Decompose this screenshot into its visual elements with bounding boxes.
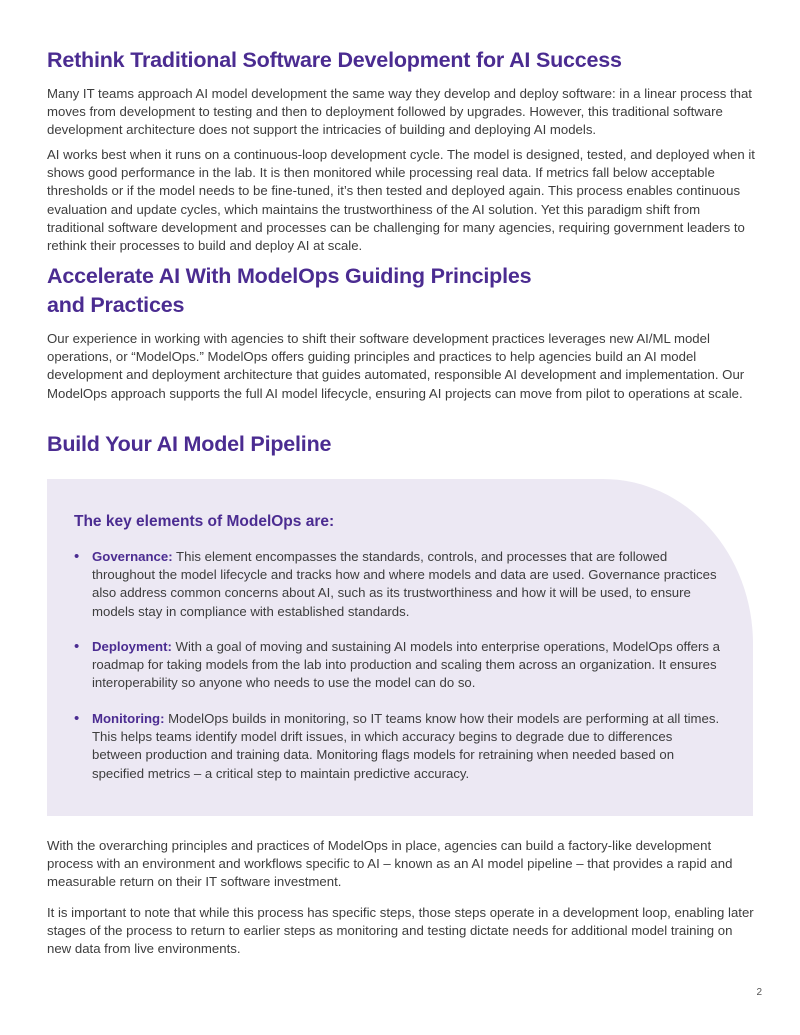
callout-item-text: ModelOps builds in monitoring, so IT teams know how their models are performing at all times. This helps teams identify model drift issues, in which accuracy begins to degrade due to differences between production and training data. Monitoring flags models for retraining when needed based on specified metrics – a critical step to maintain predictive accuracy.	[92, 711, 720, 781]
callout-item-body	[92, 638, 724, 693]
bullet-dot-icon: •	[74, 548, 80, 565]
paragraph-rethink-1: Many IT teams approach AI model development the same way they develop and deploy software: in a linear process that moves from development to testing and then to deployment followed by upgrades. However, this traditional software development architecture does not support the intricacies of building and deploying AI models.	[47, 86, 752, 138]
section-heading-accelerate	[47, 262, 531, 320]
callout-item-term: Deployment:	[92, 639, 172, 654]
paragraph-pipeline-2: It is important to note that while this process has specific steps, those steps operate in a development loop, enabling later stages of the process to return to earlier steps as monitoring and testing dictate needs for additional model training on new data from live environments.	[47, 905, 754, 957]
bullet-dot-icon: •	[74, 638, 80, 655]
callout-item-term: Monitoring:	[92, 711, 165, 726]
bullet-dot-icon: •	[74, 710, 80, 727]
modelops-callout-box	[47, 479, 753, 816]
paragraph-pipeline-1: With the overarching principles and practices of ModelOps in place, agencies can build a factory-like development process with an environment and workflows specific to AI – known as an AI model pipeline – that provides a rapid and measurable return on their IT software investment.	[47, 838, 733, 890]
paragraph-accelerate: Our experience in working with agencies to shift their software development practices leverages new AI/ML model operations, or “ModelOps.” ModelOps offers guiding principles and practices to help agencies build an AI model development and deployment architecture that guides automated, responsible AI development and implementation. Our ModelOps approach supports the full AI model lifecycle, ensuring AI projects can move from pilot to operations at scale.	[47, 331, 745, 401]
callout-item-term: Governance:	[92, 549, 173, 564]
callout-item-text: This element encompasses the standards, controls, and processes that are followed throughout the model lifecycle and tracks how and where models and data are used. Governance practices also address common concerns about AI, such as its trustworthiness and how it will be used, to ensure models stay in compliance with established standards.	[92, 549, 717, 619]
section-heading-accelerate-line1: Accelerate AI With ModelOps Guiding Principles	[47, 264, 532, 288]
paragraph-rethink-2: AI works best when it runs on a continuous-loop development cycle. The model is designed, tested, and deployed when it shows good performance in the lab. It is then monitored while processing real data. If metrics fall below acceptable thresholds or if the model needs to be fine-tuned, it’s then tested and deployed again. This process enables continuous evaluation and update cycles, which maintains the trustworthiness of the AI solution. Yet this paradigm shift from traditional software development and processes can be challenging for many agencies, requiring government leaders to rethink their processes to build and deploy AI at scale.	[47, 147, 755, 254]
callout-item-body	[92, 548, 724, 621]
callout-title: The key elements of ModelOps are:	[74, 513, 335, 530]
callout-item-text: With a goal of moving and sustaining AI models into enterprise operations, ModelOps offers a roadmap for taking models from the lab into production and scaling them across an organization. It ensures interoperability so anyone who needs to use the model can do so.	[92, 639, 720, 691]
section-heading-accelerate-line2: and Practices	[47, 293, 185, 317]
section-heading-pipeline: Build Your AI Model Pipeline	[47, 432, 332, 456]
section-heading-rethink: Rethink Traditional Software Development for AI Success	[47, 48, 622, 72]
page-number: 2	[756, 987, 762, 998]
callout-item-body	[92, 710, 724, 783]
